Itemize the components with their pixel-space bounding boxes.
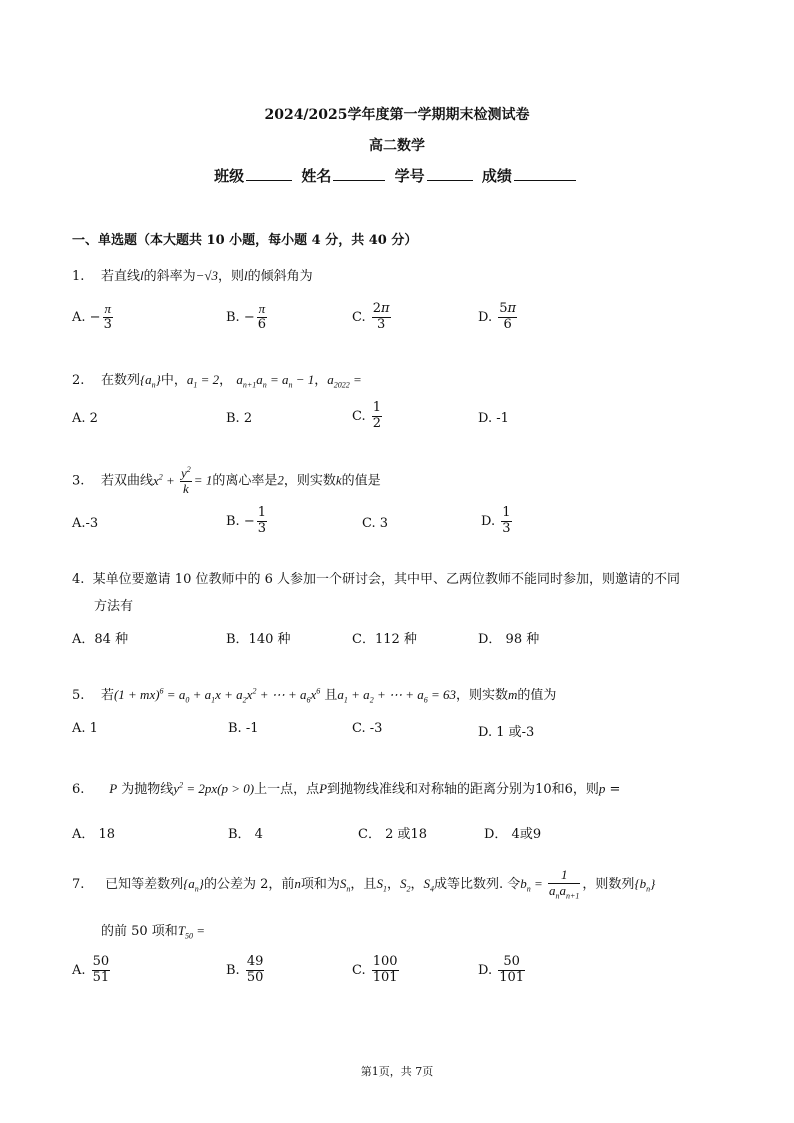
question-text: 的值为 — [517, 688, 557, 703]
question-text: ，则实数 — [283, 473, 336, 489]
option-a[interactable]: A．84 种 — [72, 632, 129, 647]
question-text: 成等比数列. 令 — [433, 876, 521, 892]
section-heading: 一、单选题（本大题共 10 小题，每小题 4 分，共 40 分） — [72, 233, 418, 248]
question-text: 的公差为 2，前 — [204, 876, 295, 892]
question-number: 7. — [72, 876, 85, 892]
option-d[interactable]: D. $\frac{50}{101}$ — [478, 954, 525, 985]
question-number: 1. — [72, 269, 85, 284]
field-score-label: 成绩 — [481, 167, 512, 185]
field-id-label: 学号 — [394, 167, 425, 185]
question-text: ，则实数 — [456, 688, 509, 703]
question-text: 的倾斜角为 — [247, 269, 313, 284]
question-text: 的离心率是 — [212, 473, 278, 489]
question-number: 6. — [72, 782, 85, 797]
subject-title: 高二数学 — [369, 138, 425, 154]
question-4-line2: 方法有 — [94, 599, 134, 614]
question-text: 某单位要邀请 10 位教师中的 6 人参加一个研讨会，其中甲、乙两位教师不能同时参加，则邀请的不同 — [92, 572, 681, 587]
option-b[interactable]: B. 2 — [226, 411, 253, 426]
option-b[interactable]: B. − $\frac{\pi}{6}$ — [226, 301, 267, 332]
option-a[interactable]: A. − $\frac{\pi}{3}$ — [72, 301, 112, 332]
option-a[interactable]: A． 18 — [72, 827, 116, 842]
option-c[interactable]: C. -3 — [352, 721, 383, 736]
question-text: 在数列 — [100, 373, 140, 388]
option-c[interactable]: C. $\frac{2\pi}{3}$ — [352, 301, 390, 332]
option-b[interactable]: B. $\frac{49}{50}$ — [226, 954, 264, 985]
option-c[interactable]: C. $\frac{1}{2}$ — [352, 400, 382, 431]
question-number: 3. — [72, 473, 85, 489]
question-5: 5. 若$(1 + mx)^6 = a_0 + a_1x + a_2x^2$ + ⋯ + $a_6x^6$ 且$a_1 + a_2$ + ⋯ + $a_6 = 63$，则实数m的值为 — [72, 686, 557, 705]
field-class-label: 班级 — [214, 167, 245, 185]
option-a[interactable]: A. 2 — [72, 411, 98, 426]
question-text: ，且 — [350, 876, 377, 892]
question-text: 为抛物线 — [121, 782, 174, 797]
option-b[interactable]: B. -1 — [228, 721, 259, 736]
question-6: 6. P 为抛物线$y^2 = 2px(p > 0)$上一点，点P到抛物线准线和对称轴的距离分别为10和6，则p = — [72, 780, 621, 797]
question-number: 5. — [72, 688, 85, 703]
question-text: ，则数列 — [582, 876, 635, 892]
question-text: 若双曲线 — [100, 473, 153, 489]
question-text: ，则 — [218, 269, 245, 284]
question-4 — [72, 568, 680, 587]
question-2: 2. 在数列$\{a_n\}$中，$a_1 = 2$， $a_{n+1}a_n = a_n - 1$，$a_{2022}$ = — [72, 372, 362, 390]
field-id-blank — [427, 166, 473, 181]
field-score-blank — [514, 166, 576, 181]
question-text: 若直线 — [100, 269, 140, 284]
option-d[interactable]: D. 1 或-3 — [478, 725, 535, 740]
question-text: 已知等差数列 — [105, 876, 184, 892]
question-text: 的斜率为 — [143, 269, 196, 284]
option-c[interactable]: C. $\frac{100}{101}$ — [352, 954, 398, 985]
field-class-blank — [246, 166, 292, 181]
option-c[interactable]: C. 3 — [362, 516, 389, 531]
option-b[interactable]: B. − $\frac{1}{3}$ — [226, 505, 267, 536]
option-b[interactable]: B． 4 — [228, 827, 263, 842]
question-text: 的值是 — [341, 473, 381, 489]
question-7-line2: 的前 50 项和$T_{50}$ = — [101, 923, 206, 941]
option-d[interactable]: D. $\frac{5\pi}{6}$ — [478, 301, 517, 332]
question-7: 7. 已知等差数列$\{a_n\}$的公差为 2，前n项和为$S_n$，且$S_1$，$S_2$，$S_4$成等比数列. 令$b_n$ = $\frac{1}{a_na_{n+1}}$ ，则数列$\{b_n\}$ — [72, 867, 656, 901]
question-text: 到抛物线准线和对称轴的距离分别为 — [327, 782, 536, 797]
option-d[interactable]: D. $\frac{1}{3}$ — [481, 505, 511, 536]
question-1: 1. 若直线l的斜率为−√3，则l的倾斜角为 — [72, 268, 313, 284]
option-a[interactable]: A. $\frac{50}{51}$ — [72, 954, 110, 985]
field-name-label: 姓名 — [301, 167, 332, 185]
option-d[interactable]: D． 4或9 — [484, 827, 542, 842]
question-text: 中， — [160, 373, 187, 388]
option-d[interactable]: D． 98 种 — [478, 632, 540, 647]
question-text: 的前 50 项和 — [101, 924, 178, 939]
question-text: 上一点，点 — [254, 782, 320, 797]
question-text: 若 — [100, 688, 114, 703]
question-number: 2. — [72, 373, 85, 388]
option-a[interactable]: A.-3 — [72, 516, 99, 531]
option-c[interactable]: C．112 种 — [352, 632, 417, 647]
exam-title: 2024/2025学年度第一学期期末检测试卷 — [264, 107, 530, 123]
option-c[interactable]: C． 2 或18 — [358, 827, 428, 842]
page-number: 第1页，共 7页 — [360, 1065, 434, 1078]
question-text: ， — [219, 373, 233, 388]
option-b[interactable]: B．140 种 — [226, 632, 291, 647]
option-d[interactable]: D. -1 — [478, 411, 509, 426]
student-info-line — [0, 165, 794, 186]
option-a[interactable]: A. 1 — [72, 721, 98, 736]
question-number: 4. — [72, 572, 85, 587]
question-3: 3. 若双曲线$x^2$ + $\frac{y^2}{k}$ = 1的离心率是2，则实数k的值是 — [72, 465, 381, 497]
question-text: ，则 — [572, 782, 599, 797]
field-name-blank — [333, 166, 385, 181]
question-text: 和 — [551, 782, 565, 797]
question-text: 且 — [320, 688, 338, 703]
question-text: 项和为 — [300, 876, 340, 892]
